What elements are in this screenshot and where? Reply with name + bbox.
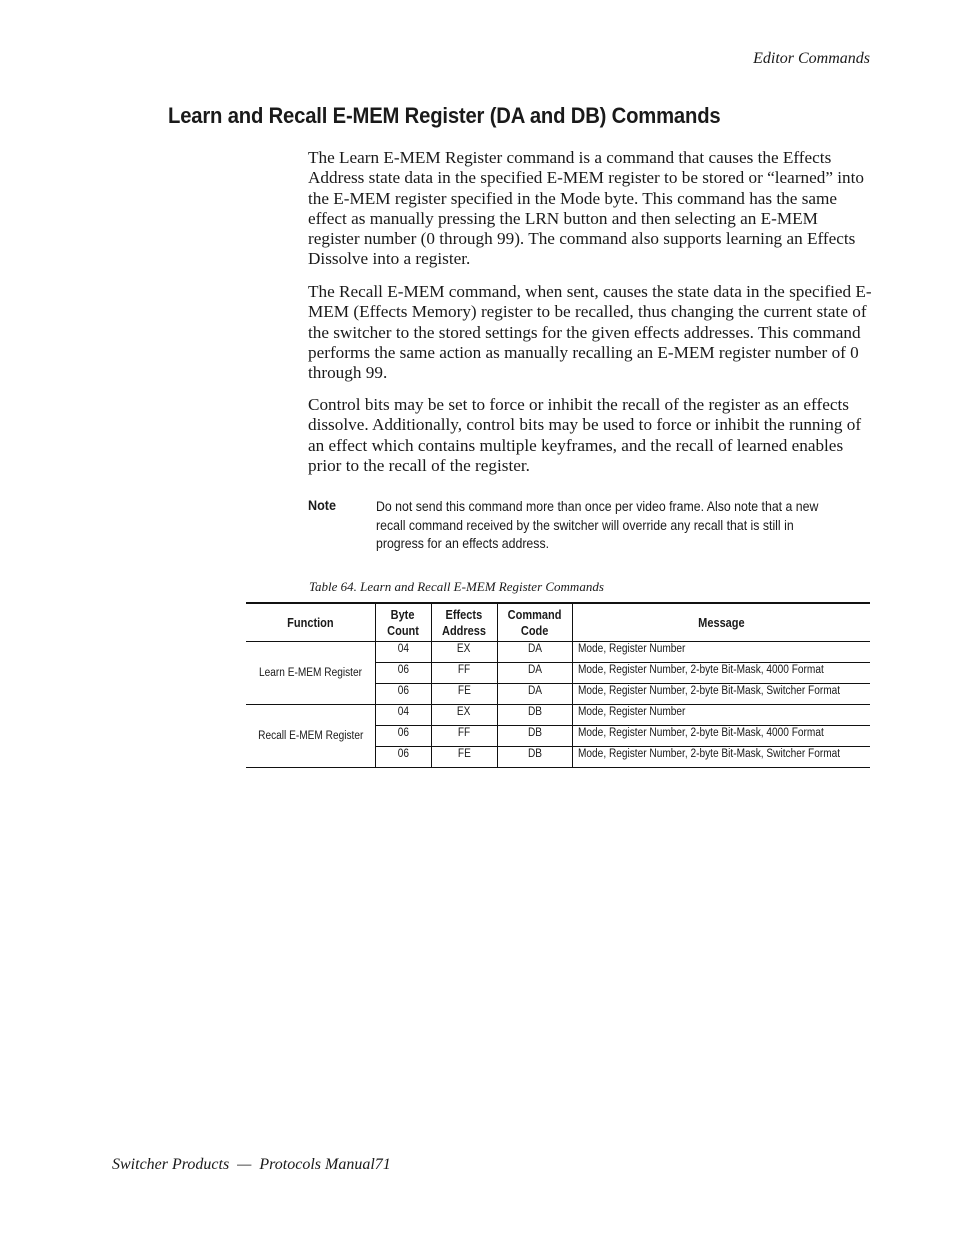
header-message: Message [572, 603, 870, 642]
command-code-cell: DB [497, 705, 572, 726]
paragraph-recall-description: The Recall E-MEM command, when sent, causes the state data in the specified E-MEM (Effects Memory) register to be recalled, thus changing the current state of the switcher to the stored settings for the given effects addresses. This command performs the same action as manually recalling an E-MEM register number of 0 through 99. [308, 282, 872, 383]
message-cell: Mode, Register Number [572, 705, 870, 726]
byte-count-cell: 06 [375, 684, 431, 705]
message-cell: Mode, Register Number, 2-byte Bit-Mask, Switcher Format [572, 684, 870, 705]
byte-count-cell: 04 [375, 642, 431, 663]
header-effects-address: Effects Address [431, 603, 497, 642]
effects-address-cell: FE [431, 684, 497, 705]
header-command-code: Command Code [497, 603, 572, 642]
effects-address-cell: EX [431, 705, 497, 726]
table-caption: Table 64. Learn and Recall E-MEM Register Commands [309, 579, 604, 594]
section-title: Learn and Recall E-MEM Register (DA and DB) Commands [168, 103, 721, 128]
message-cell: Mode, Register Number [572, 642, 870, 663]
command-code-cell: DB [497, 726, 572, 747]
byte-count-cell: 06 [375, 726, 431, 747]
byte-count-cell: 06 [375, 663, 431, 684]
commands-table [246, 602, 870, 768]
command-code-cell: DA [497, 663, 572, 684]
message-cell: Mode, Register Number, 2-byte Bit-Mask, 4000 Format [572, 726, 870, 747]
command-code-cell: DA [497, 642, 572, 663]
effects-address-cell: FF [431, 663, 497, 684]
effects-address-cell: FF [431, 726, 497, 747]
effects-address-cell: FE [431, 747, 497, 768]
command-code-cell: DB [497, 747, 572, 768]
table-header-row [246, 603, 870, 642]
page-footer: Switcher Products — Protocols Manual71 [112, 1156, 391, 1173]
running-header: Editor Commands [753, 50, 870, 67]
effects-address-cell: EX [431, 642, 497, 663]
note-label: Note [308, 497, 337, 513]
table-row [246, 642, 870, 663]
paragraph-control-bits: Control bits may be set to force or inhibit the recall of the register as an effects dissolve. Additionally, control bits may be used to force or inhibit the running of an effect which contains multiple keyframes, and the recall of learned enables prior to the recall of the register. [308, 395, 862, 475]
function-cell: Recall E-MEM Register [246, 705, 375, 768]
header-byte-count: Byte Count [375, 603, 431, 642]
note-text: Do not send this command more than once per video frame. Also note that a new recall command received by the switcher will override any recall that is still in progress for an effects address. [376, 498, 819, 551]
table-row [246, 705, 870, 726]
byte-count-cell: 04 [375, 705, 431, 726]
message-cell: Mode, Register Number, 2-byte Bit-Mask, 4000 Format [572, 663, 870, 684]
header-function: Function [246, 603, 375, 642]
function-cell: Learn E-MEM Register [246, 642, 375, 705]
message-cell: Mode, Register Number, 2-byte Bit-Mask, Switcher Format [572, 747, 870, 768]
byte-count-cell: 06 [375, 747, 431, 768]
command-code-cell: DA [497, 684, 572, 705]
paragraph-learn-description: The Learn E-MEM Register command is a command that causes the Effects Address state data in the specified E-MEM register to be stored or “learned” into the E-MEM register specified in the Mode byte. This command has the same effect as manually pressing the LRN button and then selecting an E-MEM register number (0 through 99). The command also supports learning an Effects Dissolve into a register. [308, 148, 865, 269]
